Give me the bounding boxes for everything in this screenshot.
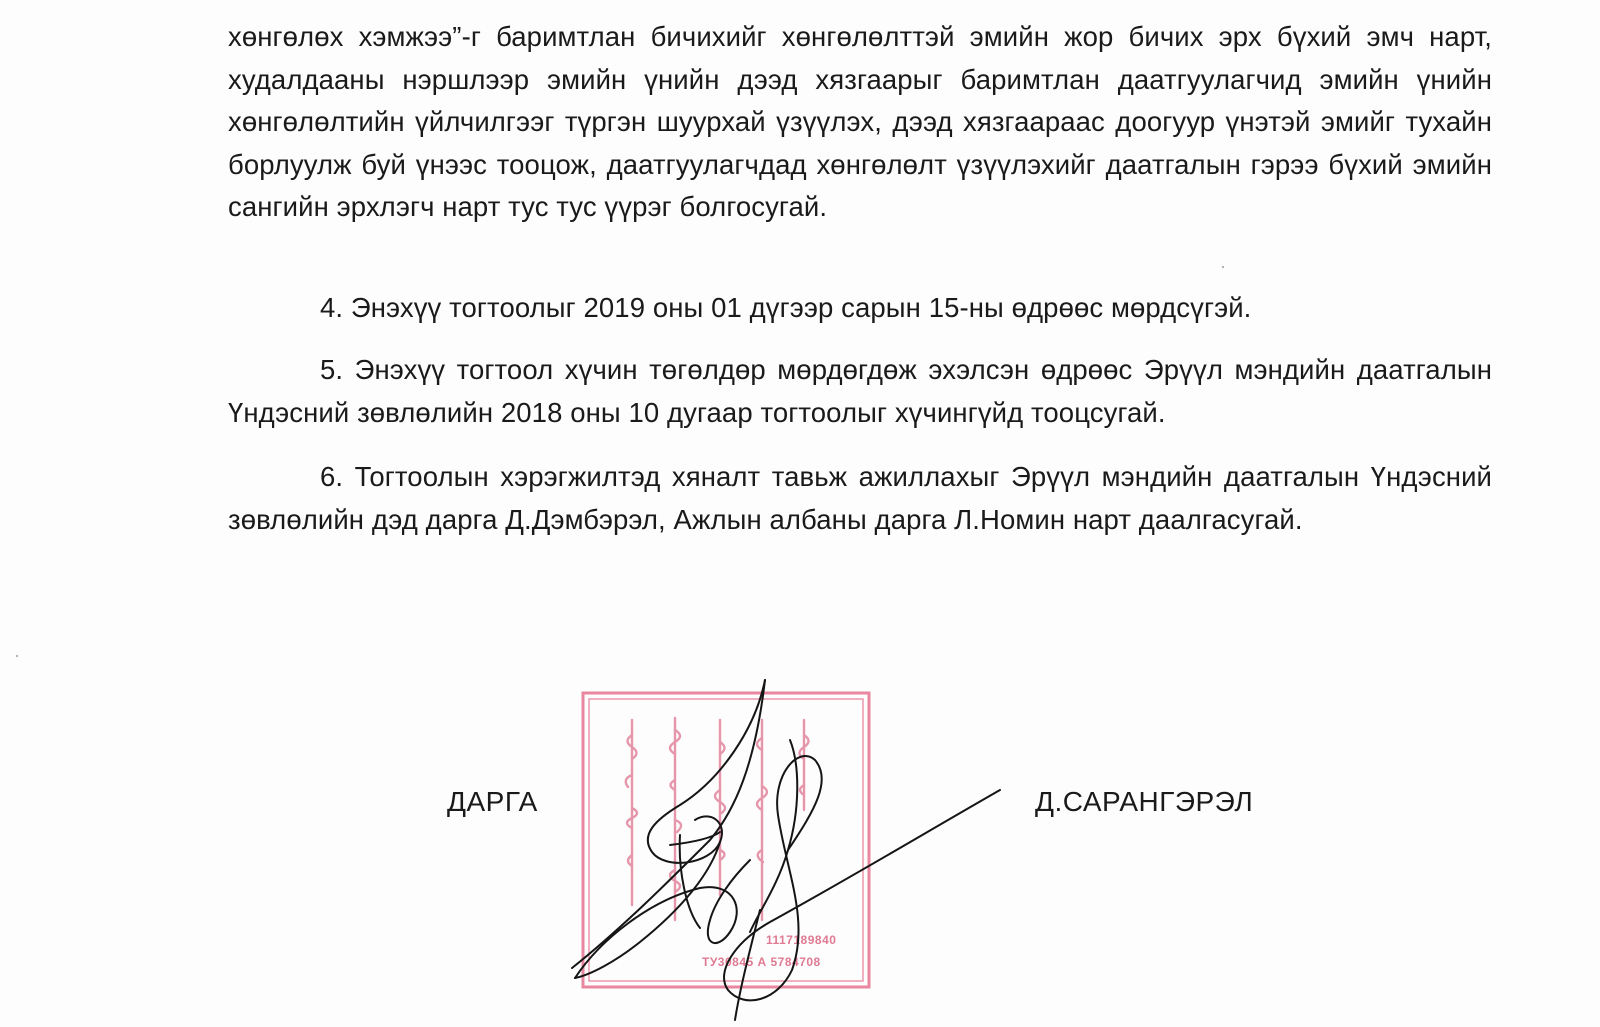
paragraph-item-4: 4. Энэхүү тогтоолыг 2019 оны 01 дүгээр сарын 15-ны өдрөөс мөрдсүгэй. xyxy=(320,292,1252,323)
stamp-certificate-number: ТУ30845 А 5784708 xyxy=(702,955,821,969)
signatory-title: ДАРГА xyxy=(447,786,538,817)
paragraph-continuation: хөнгөлөх хэмжээ”-г баримтлан бичихийг хөнгөлөлттэй эмийн жор бичих эрх бүхий эмч нарт, худалдааны нэршлээр эмийн үнийн дээд хязгаарыг баримтлан даатгуулагчид эмийн үнийн хөнгөлөлтийн үйлчилгээг түргэн шуурхай үзүүлэх, дээд хязгаараас доогуур үнэтэй эмийг тухайн борлуулж буй үнээс тооцож, даатгуулагчдад хөнгөлөлт үзүүлэхийг даатгалын гэрээ бүхий эмийн сангийн эрхлэгч нарт тус тус үүрэг болгосугай. xyxy=(228,21,1492,222)
stamp-registration-number: 1117189840 xyxy=(766,933,837,947)
signatory-name: Д.САРАНГЭРЭЛ xyxy=(1035,786,1254,817)
scan-speck xyxy=(16,655,18,657)
scan-speck xyxy=(1222,266,1224,268)
handwritten-signature xyxy=(560,670,1040,1027)
paragraph-item-6: 6. Тогтоолын хэрэгжилтэд хяналт тавьж ажиллахыг Эрүүл мэндийн даатгалын Үндэсний зөвлөлийн дэд дарга Д.Дэмбэрэл, Ажлын албаны дарга Л.Номин нарт даалгасугай. xyxy=(228,461,1492,535)
paragraph-item-5: 5. Энэхүү тогтоол хүчин төгөлдөр мөрдөгдөж эхэлсэн өдрөөс Эрүүл мэндийн даатгалын Үндэсний зөвлөлийн 2018 оны 10 дугаар тогтоолыг хүчингүйд тооцсугай. xyxy=(228,354,1492,428)
